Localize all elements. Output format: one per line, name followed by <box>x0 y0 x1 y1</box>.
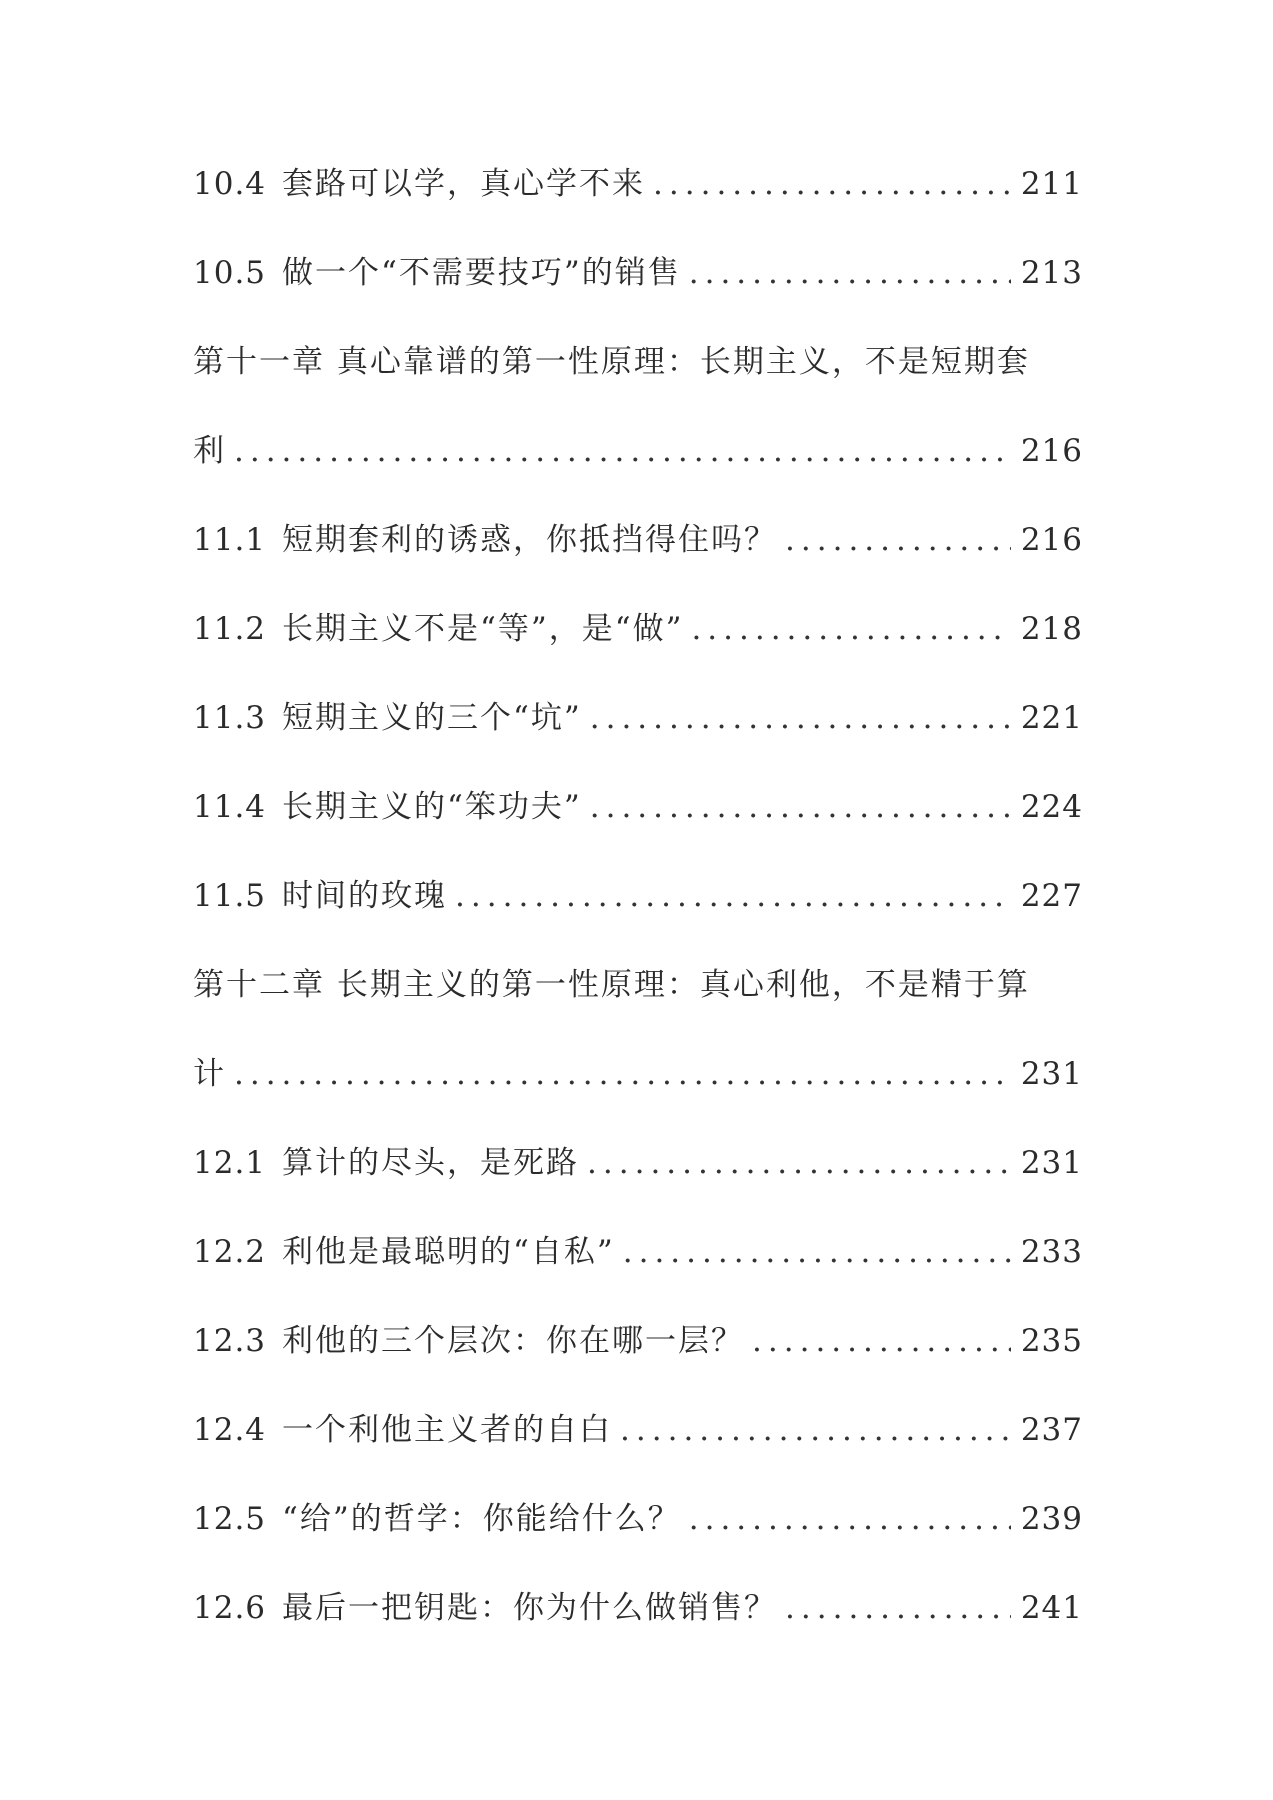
page-number: 211 <box>1020 166 1083 202</box>
page-number: 224 <box>1020 789 1083 825</box>
toc-entry[interactable] <box>193 1411 1083 1500</box>
dot-leader <box>590 788 1011 826</box>
section-title: 时间的玫瑰 <box>282 878 448 914</box>
page-number: 227 <box>1020 878 1083 914</box>
toc-entry[interactable] <box>193 1322 1083 1411</box>
section-number: 12.2 <box>193 1234 267 1270</box>
table-of-contents <box>193 165 1083 1678</box>
dot-leader <box>785 1589 1011 1627</box>
chapter-title-line-2-row <box>193 1055 1083 1144</box>
dot-leader <box>785 521 1011 559</box>
chapter-title-line-1: 第十一章 真心靠谱的第一性原理：长期主义，不是短期套 <box>193 344 1030 380</box>
toc-chapter-entry[interactable] <box>193 343 1083 521</box>
section-number: 12.6 <box>193 1590 267 1626</box>
page-number: 241 <box>1020 1590 1083 1626</box>
section-number: 12.5 <box>193 1501 267 1537</box>
chapter-title-line-1: 第十二章 长期主义的第一性原理：真心利他，不是精于算 <box>193 967 1030 1003</box>
section-number: 12.4 <box>193 1412 267 1448</box>
dot-leader <box>689 1500 1011 1538</box>
toc-entry[interactable] <box>193 877 1083 966</box>
toc-entry[interactable] <box>193 521 1083 610</box>
section-title: 最后一把钥匙：你为什么做销售？ <box>282 1590 778 1626</box>
toc-entry[interactable] <box>193 254 1083 343</box>
chapter-title-line-2: 计 <box>193 1056 226 1092</box>
section-title: 长期主义不是“等”，是“做” <box>282 611 684 647</box>
page-number: 231 <box>1020 1145 1083 1181</box>
page-number: 233 <box>1020 1234 1083 1270</box>
section-title: 短期主义的三个“坑” <box>282 700 582 736</box>
toc-entry[interactable] <box>193 1500 1083 1589</box>
page-number: 216 <box>1020 522 1083 558</box>
dot-leader <box>234 1055 1011 1093</box>
page-number: 213 <box>1020 255 1083 291</box>
dot-leader <box>590 699 1011 737</box>
section-title: 一个利他主义者的自白 <box>282 1412 613 1448</box>
section-title: 利他是最聪明的“自私” <box>282 1234 615 1270</box>
dot-leader <box>620 1411 1011 1449</box>
page-number: 216 <box>1020 433 1083 469</box>
page-number: 239 <box>1020 1501 1083 1537</box>
page-number: 231 <box>1020 1056 1083 1092</box>
section-title: 套路可以学，真心学不来 <box>282 166 646 202</box>
toc-entry[interactable] <box>193 788 1083 877</box>
dot-leader <box>653 165 1011 203</box>
section-title: 长期主义的“笨功夫” <box>282 789 582 825</box>
dot-leader <box>234 432 1011 470</box>
section-title: 利他的三个层次：你在哪一层？ <box>282 1323 745 1359</box>
section-number: 11.2 <box>193 611 267 647</box>
dot-leader <box>752 1322 1011 1360</box>
section-title: 做一个“不需要技巧”的销售 <box>282 255 681 291</box>
dot-leader <box>587 1144 1011 1182</box>
dot-leader <box>691 610 1010 648</box>
section-number: 10.4 <box>193 166 267 202</box>
toc-chapter-entry[interactable] <box>193 966 1083 1144</box>
section-title: 算计的尽头，是死路 <box>282 1145 580 1181</box>
page-number: 221 <box>1020 700 1083 736</box>
section-number: 11.5 <box>193 878 267 914</box>
section-title: “给”的哲学：你能给什么？ <box>282 1501 681 1537</box>
toc-entry[interactable] <box>193 1144 1083 1233</box>
section-title: 短期套利的诱惑，你抵挡得住吗？ <box>282 522 778 558</box>
section-number: 11.4 <box>193 789 267 825</box>
toc-entry[interactable] <box>193 610 1083 699</box>
section-number: 10.5 <box>193 255 267 291</box>
page-number: 218 <box>1020 611 1083 647</box>
chapter-title-line-2: 利 <box>193 433 226 469</box>
toc-entry[interactable] <box>193 699 1083 788</box>
section-number: 11.1 <box>193 522 267 558</box>
section-number: 11.3 <box>193 700 267 736</box>
dot-leader <box>689 254 1011 292</box>
section-number: 12.3 <box>193 1323 267 1359</box>
dot-leader <box>455 877 1011 915</box>
toc-entry[interactable] <box>193 1233 1083 1322</box>
toc-entry[interactable] <box>193 1589 1083 1678</box>
section-number: 12.1 <box>193 1145 267 1181</box>
page-number: 237 <box>1020 1412 1083 1448</box>
dot-leader <box>623 1233 1011 1271</box>
chapter-title-line-2-row <box>193 432 1083 521</box>
toc-entry[interactable] <box>193 165 1083 254</box>
page-number: 235 <box>1020 1323 1083 1359</box>
